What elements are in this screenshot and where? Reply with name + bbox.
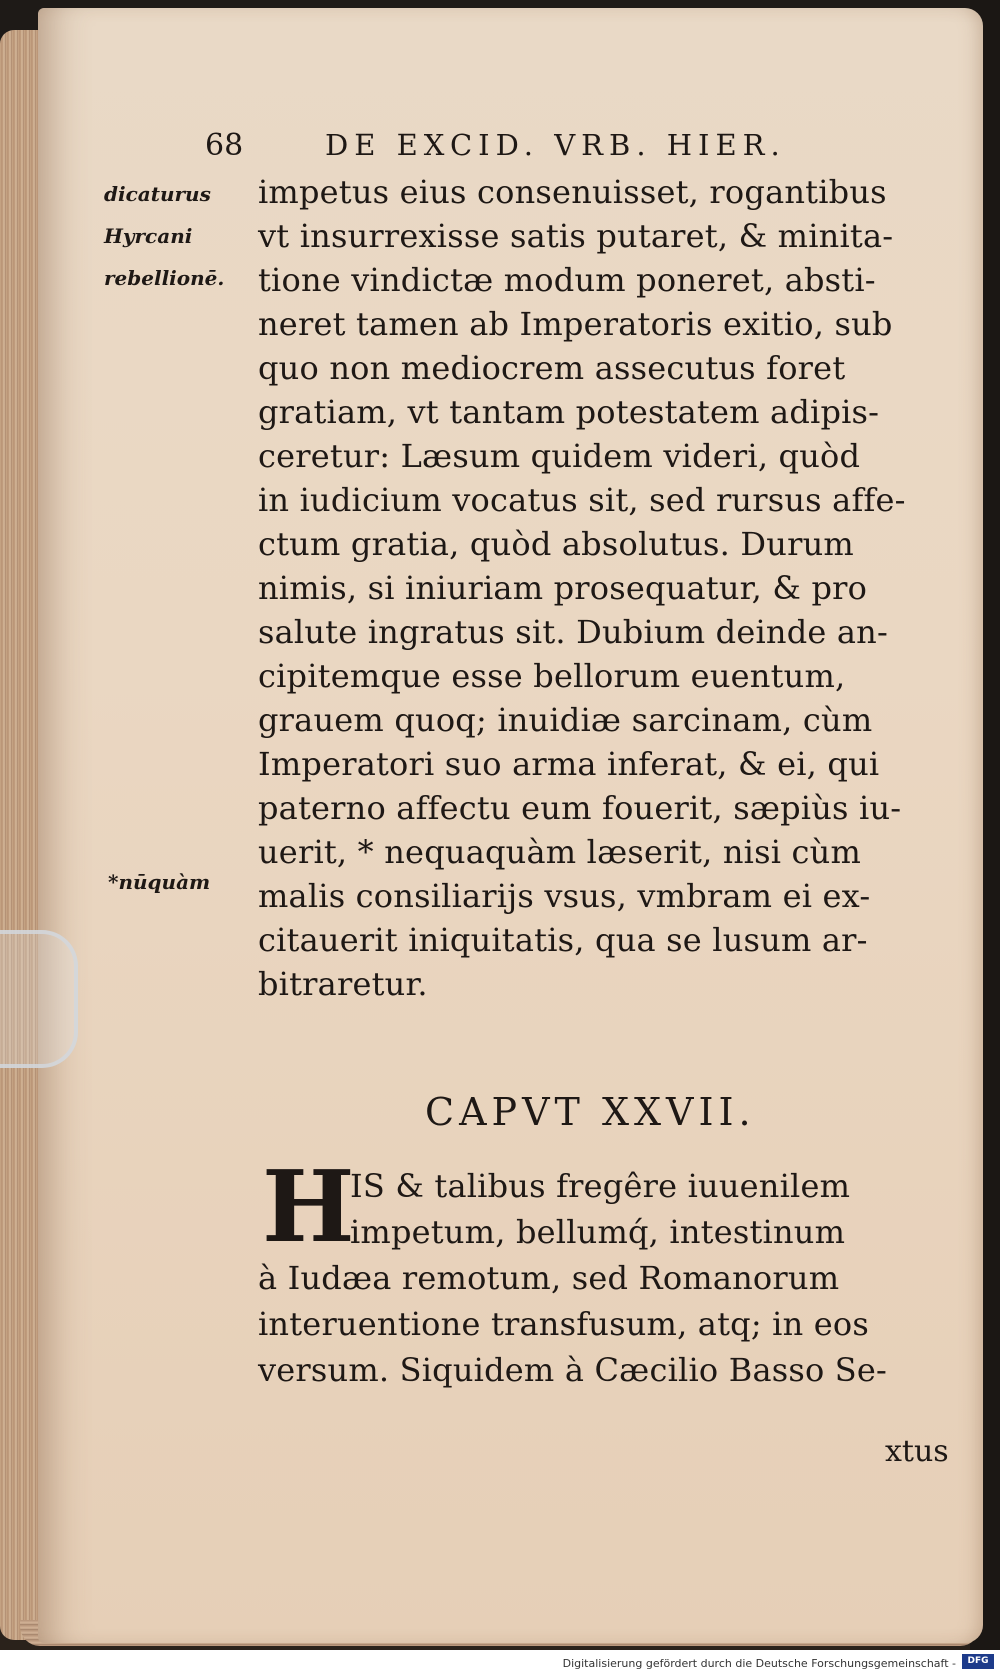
marginal-note-rebellione: rebellionē. bbox=[104, 266, 225, 290]
text-line: à Iudæa remotum, sed Romanorum bbox=[258, 1259, 840, 1297]
text-line: neret tamen ab Imperatoris exitio, sub bbox=[258, 305, 893, 343]
text-line: vt insurrexisse satis putaret, & minita- bbox=[258, 217, 894, 255]
digitization-credit: Digitalisierung gefördert durch die Deutsche Forschungsgemeinschaft - bbox=[562, 1657, 956, 1670]
text-line: tione vindictæ modum poneret, absti- bbox=[258, 261, 876, 299]
text-line: in iudicium vocatus sit, sed rursus affe- bbox=[258, 481, 906, 519]
text-line: gratiam, vt tantam potestatem adipis- bbox=[258, 393, 880, 431]
text-line: Imperatori suo arma inferat, & ei, qui bbox=[258, 745, 880, 783]
text-line: malis consiliarijs vsus, vmbram ei ex- bbox=[258, 877, 871, 915]
text-line: impetus eius consenuisset, rogantibus bbox=[258, 173, 887, 211]
dfg-logo: DFG bbox=[962, 1654, 994, 1669]
marginal-note-dicaturus: dicaturus bbox=[104, 182, 211, 206]
marginal-note-hyrcani: Hyrcani bbox=[104, 224, 193, 248]
footer-bar bbox=[0, 1650, 1000, 1672]
text-line: nimis, si iniuriam prosequatur, & pro bbox=[258, 569, 868, 607]
text-line: ctum gratia, quòd absolutus. Durum bbox=[258, 525, 854, 563]
text-line: citauerit iniquitatis, qua se lusum ar- bbox=[258, 921, 868, 959]
text-line: quo non mediocrem assecutus foret bbox=[258, 349, 846, 387]
text-line: cipitemque esse bellorum euentum, bbox=[258, 657, 846, 695]
page-header bbox=[205, 128, 905, 168]
text-line: paterno affectu eum fouerit, sæpiùs iu- bbox=[258, 789, 902, 827]
chapter-heading: CAPVT XXVII. bbox=[425, 1090, 756, 1134]
catchword: xtus bbox=[885, 1434, 949, 1469]
text-line: bitraretur. bbox=[258, 965, 428, 1003]
text-line: grauem quoq; inuidiæ sarcinam, cùm bbox=[258, 701, 873, 739]
drop-cap-initial: H bbox=[262, 1150, 355, 1265]
text-line: impetum, bellumq́, intestinum bbox=[350, 1213, 846, 1251]
text-line: versum. Siquidem à Cæcilio Basso Se- bbox=[258, 1351, 888, 1389]
text-line: interuentione transfusum, atq; in eos bbox=[258, 1305, 870, 1343]
folio-number: 68 bbox=[205, 128, 244, 163]
text-line: salute ingratus sit. Dubium deinde an- bbox=[258, 613, 889, 651]
text-line: uerit, * nequaquàm læserit, nisi cùm bbox=[258, 833, 862, 871]
marginal-note-nunquam: *nūquàm bbox=[108, 870, 211, 894]
text-line: ceretur: Læsum quidem videri, quòd bbox=[258, 437, 861, 475]
running-head: DE EXCID. VRB. HIER. bbox=[325, 128, 786, 162]
text-line: IS & talibus fregêre iuuenilem bbox=[350, 1167, 851, 1205]
page-clip-holder bbox=[0, 930, 78, 1068]
